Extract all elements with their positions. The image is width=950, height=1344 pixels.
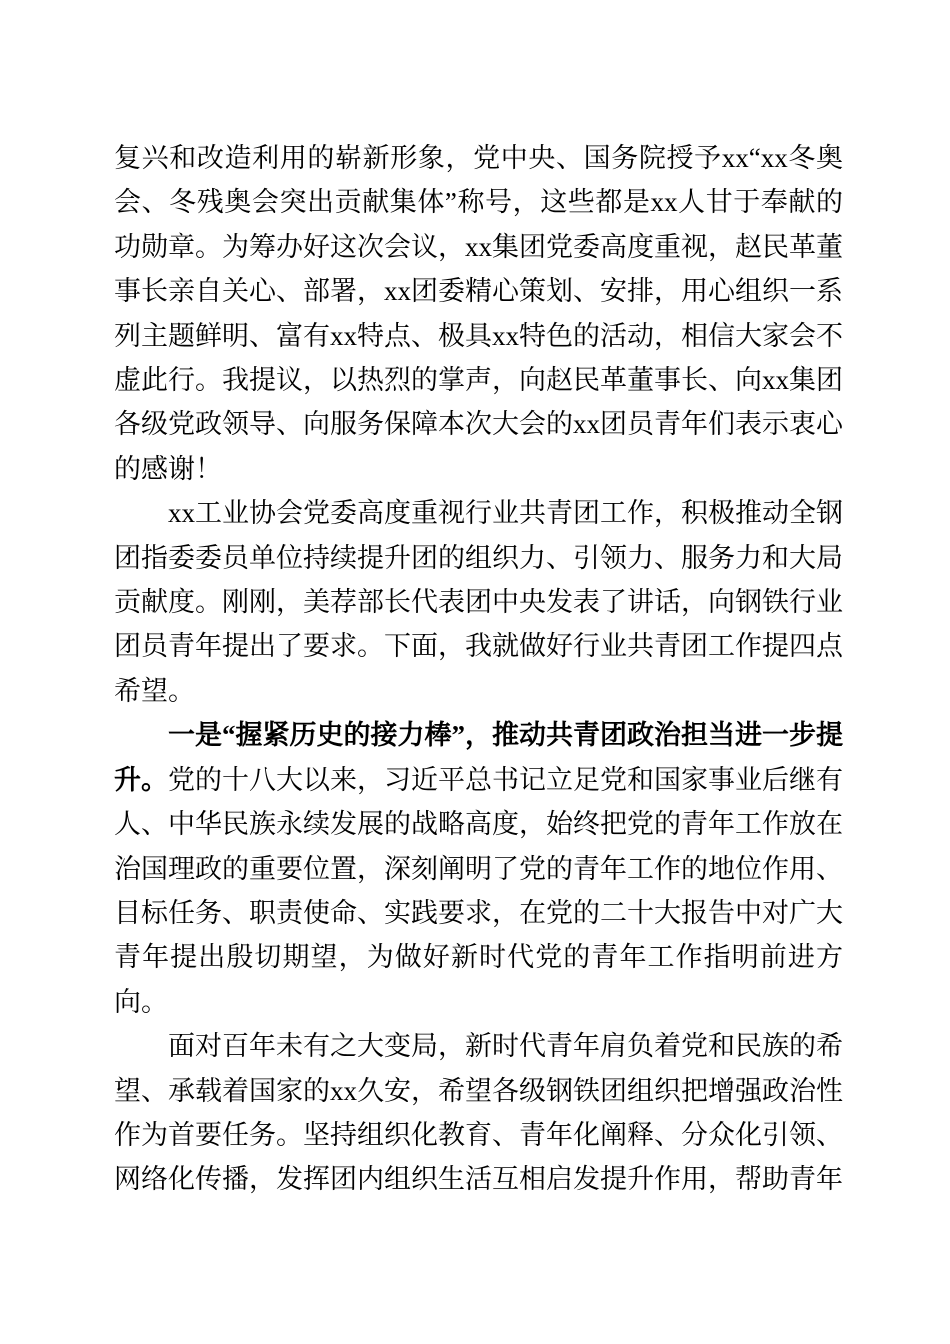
paragraph-3-point-one: [114, 713, 843, 1024]
document-body: [114, 136, 843, 1202]
text-run: 复兴和改造利用的崭新形象，党中央、国务院授予xx“xx冬奥会、冬残奥会突出贡献集体”称号，这些都是xx人甘于奉献的功勋章。为筹办好这次会议，xx集团党委高度重视，赵民革董事长亲自关心、部署，xx团委精心策划、安排，用心组织一系列主题鲜明、富有xx特点、极具xx特色的活动，相信大家会不虚此行。我提议，以热烈的掌声，向赵民革董事长、向xx集团各级党政领导、向服务保障本次大会的xx团员青年们表示衷心的感谢！: [114, 143, 843, 484]
bold-lead-run: 一是“握紧历史的接力棒”，推动共青团政治担当进一步提升。: [114, 720, 843, 795]
text-run: 党的十八大以来，习近平总书记立足党和国家事业后继有人、中华民族永续发展的战略高度，始终把党的青年工作放在治国理政的重要位置，深刻阐明了党的青年工作的地位作用、目标任务、职责使命、实践要求，在党的二十大报告中对广大青年提出殷切期望，为做好新时代党的青年工作指明前进方向。: [114, 764, 843, 1017]
text-run: 面对百年未有之大变局，新时代青年肩负着党和民族的希望、承载着国家的xx久安，希望各级钢铁团组织把增强政治性作为首要任务。坚持组织化教育、青年化阐释、分众化引领、网络化传播，发挥团内组织生活互相启发提升作用，帮助青年: [114, 1031, 843, 1195]
paragraph-2: [114, 491, 843, 713]
paragraph-4: [114, 1024, 843, 1202]
paragraph-1-continuation: [114, 136, 843, 491]
text-run: xx工业协会党委高度重视行业共青团工作，积极推动全钢团指委委员单位持续提升团的组织力、引领力、服务力和大局贡献度。刚刚，美荐部长代表团中央发表了讲话，向钢铁行业团员青年提出了要求。下面，我就做好行业共青团工作提四点希望。: [114, 498, 843, 706]
